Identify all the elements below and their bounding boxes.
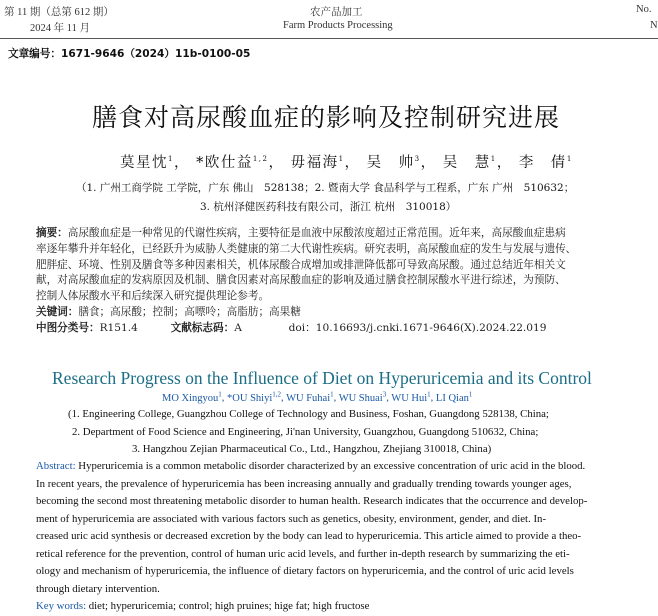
class-number: R151.4 bbox=[99, 321, 138, 334]
author-en: MO Xingyou$^1$ bbox=[162, 390, 222, 404]
abstract-cn-line: 肥胖症、环境、性别及膳食等多种因素相关，机体尿酸合成增加或排泄降低都可导致高尿酸。通过总结近年相关文 bbox=[36, 258, 566, 271]
abstract-en-line: through dietary intervention. bbox=[36, 582, 160, 595]
abstract-en-line: Abstract: Hyperuricemia is a common metabolic disorder characterized by an excessive concentration of uric acid in the blood. bbox=[36, 460, 586, 472]
header-rule bbox=[0, 38, 658, 39]
document-code: A bbox=[234, 321, 242, 334]
abstract-en-line: ology and mechanism of hyperuricemia, the influence of dietary factors on hyperuricemia, and the control of uric acid levels bbox=[36, 565, 574, 577]
abstract-cn-line: 摘要：高尿酸血症是一种常见的代谢性疾病，主要特征是血液中尿酸浓度超过正常范围。近年来，高尿酸血症患病 bbox=[36, 227, 566, 239]
abstract-en-line: In recent years, the prevalence of hyperuricemia has been increasing annually and gradually trending towards younger ages, bbox=[36, 477, 572, 490]
issue-number: 第 11 期（总第 612 期） bbox=[4, 7, 114, 18]
article-number-text: 文章编号：1671-9646（2024）11b-0100-05 bbox=[8, 48, 251, 60]
keywords-en: Key words: diet; hyperuricemia; control; high pruines; hige fat; high fructose bbox=[36, 600, 370, 612]
author-cn: 毋福海$^1$ bbox=[290, 155, 345, 171]
author-cn: 莫星忱$^1$ bbox=[120, 155, 174, 171]
doi[interactable]: 10.16693/j.cnki.1671-9646(X).2024.22.019 bbox=[315, 321, 547, 334]
abstract-cn-line: 控制人体尿酸水平和后续深入研究提供理论参考。 bbox=[36, 290, 270, 303]
page-title-cn: 膳食对高尿酸血症的影响及控制研究进展 bbox=[92, 103, 561, 132]
affiliation-cn-line1: （1. 广州工商学院 工学院，广东 佛山 528138；2. 暨南大学 食品科学与工程系，广东 广州 510632； bbox=[76, 182, 575, 194]
abstract-en bbox=[36, 458, 642, 616]
article-number bbox=[8, 46, 250, 61]
author-en: LI Qian$^1$ bbox=[435, 390, 473, 404]
abstract-en-line: creased uric acid synthesis or decreased excretion by the body can lead to hyperuricemia. This article aimed to provide a theo- bbox=[36, 530, 582, 542]
author-cn: 吴 慧$^1$ bbox=[442, 155, 497, 171]
author-en: *OU Shiyi$^{1,2}$ bbox=[227, 390, 282, 404]
abstract-cn-line: 率逐年攀升并年轻化，已经跃升为威胁人类健康的第二大代谢性疾病。研究表明，高尿酸血症的发生与发展与遗传、 bbox=[36, 242, 577, 255]
page-title-en: Research Progress on the Influence of Diet on Hyperuricemia and its Control bbox=[52, 368, 592, 388]
abstract-en-line: becoming the second most threatening metabolic disorder to human health. Research indicates that the occurrence and develop- bbox=[36, 495, 588, 507]
affiliation-en-line2: 2. Department of Food Science and Engineering, Ji'nan University, Guangzhou, Guangdong 510632, China; bbox=[72, 426, 539, 438]
journal-name-cn: 农产品加工 bbox=[310, 6, 363, 18]
abstract-cn-line: 献，对高尿酸血症的发病原因及机制、膳食因素对高尿酸血症的影响及通过膳食控制尿酸水平进行综述，为预防、 bbox=[36, 274, 566, 287]
keywords-cn: 关键词：膳食；高尿酸；控制；高嘌呤；高脂肪；高果糖 bbox=[36, 305, 301, 318]
abstract-en-line: retical reference for the prevention, control of human uric acid levels, and further in-depth research by summarizing the eti- bbox=[36, 547, 570, 560]
authors-en: MO Xingyou$^1$, *OU Shiyi$^{1,2}$, WU Fuhai$^1$, WU Shuai$^3$, WU Hui$^1$, LI Qian$^1$ bbox=[162, 390, 473, 404]
abstract-cn-label: 摘要： bbox=[36, 227, 68, 239]
header-right-cut-2: N bbox=[650, 20, 658, 31]
authors-cn: 莫星忱$^1$， *欧仕益$^{1,2}$， 毋福海$^1$， 吴 帅$^3$， 吴 慧$^1$， 李 倩$^1$ bbox=[120, 155, 573, 171]
issue-date: 2024 年 11 月 bbox=[30, 23, 90, 34]
affiliation-en-line3: 3. Hangzhou Zejian Pharmaceutical Co., Ltd., Hangzhou, Zhejiang 310018, China) bbox=[132, 443, 492, 455]
header-right-cut: No. bbox=[636, 4, 652, 15]
affiliation-cn-line2: 3. 杭州泽健医药科技有限公司，浙江 杭州 310018） bbox=[200, 201, 457, 213]
abstract-cn bbox=[36, 226, 576, 337]
journal-name-en: Farm Products Processing bbox=[283, 20, 393, 31]
classification-row: 中图分类号：R151.4 文献标志码：A doi：10.16693/j.cnki.1671-9646(X).2024.22.019 bbox=[36, 321, 547, 334]
affiliation-en-line1: (1. Engineering College, Guangzhou College of Technology and Business, Foshan, Guangdong 528138, China; bbox=[68, 408, 549, 420]
author-en: WU Fuhai$^1$ bbox=[286, 390, 334, 404]
abstract-en-line: ment of hyperuricemia are associated with various factors such as genetics, obesity, environment, gender, and diet. In- bbox=[36, 512, 547, 525]
author-en: WU Hui$^1$ bbox=[391, 390, 431, 404]
author-en: WU Shuai$^3$ bbox=[338, 390, 387, 404]
author-cn: 李 倩$^1$ bbox=[518, 155, 573, 171]
author-cn: 吴 帅$^3$ bbox=[366, 155, 421, 171]
author-cn: *欧仕益$^{1,2}$ bbox=[196, 155, 269, 171]
abstract-en-label: Abstract: bbox=[36, 460, 76, 472]
keywords-en-label: Key words: bbox=[36, 600, 87, 612]
